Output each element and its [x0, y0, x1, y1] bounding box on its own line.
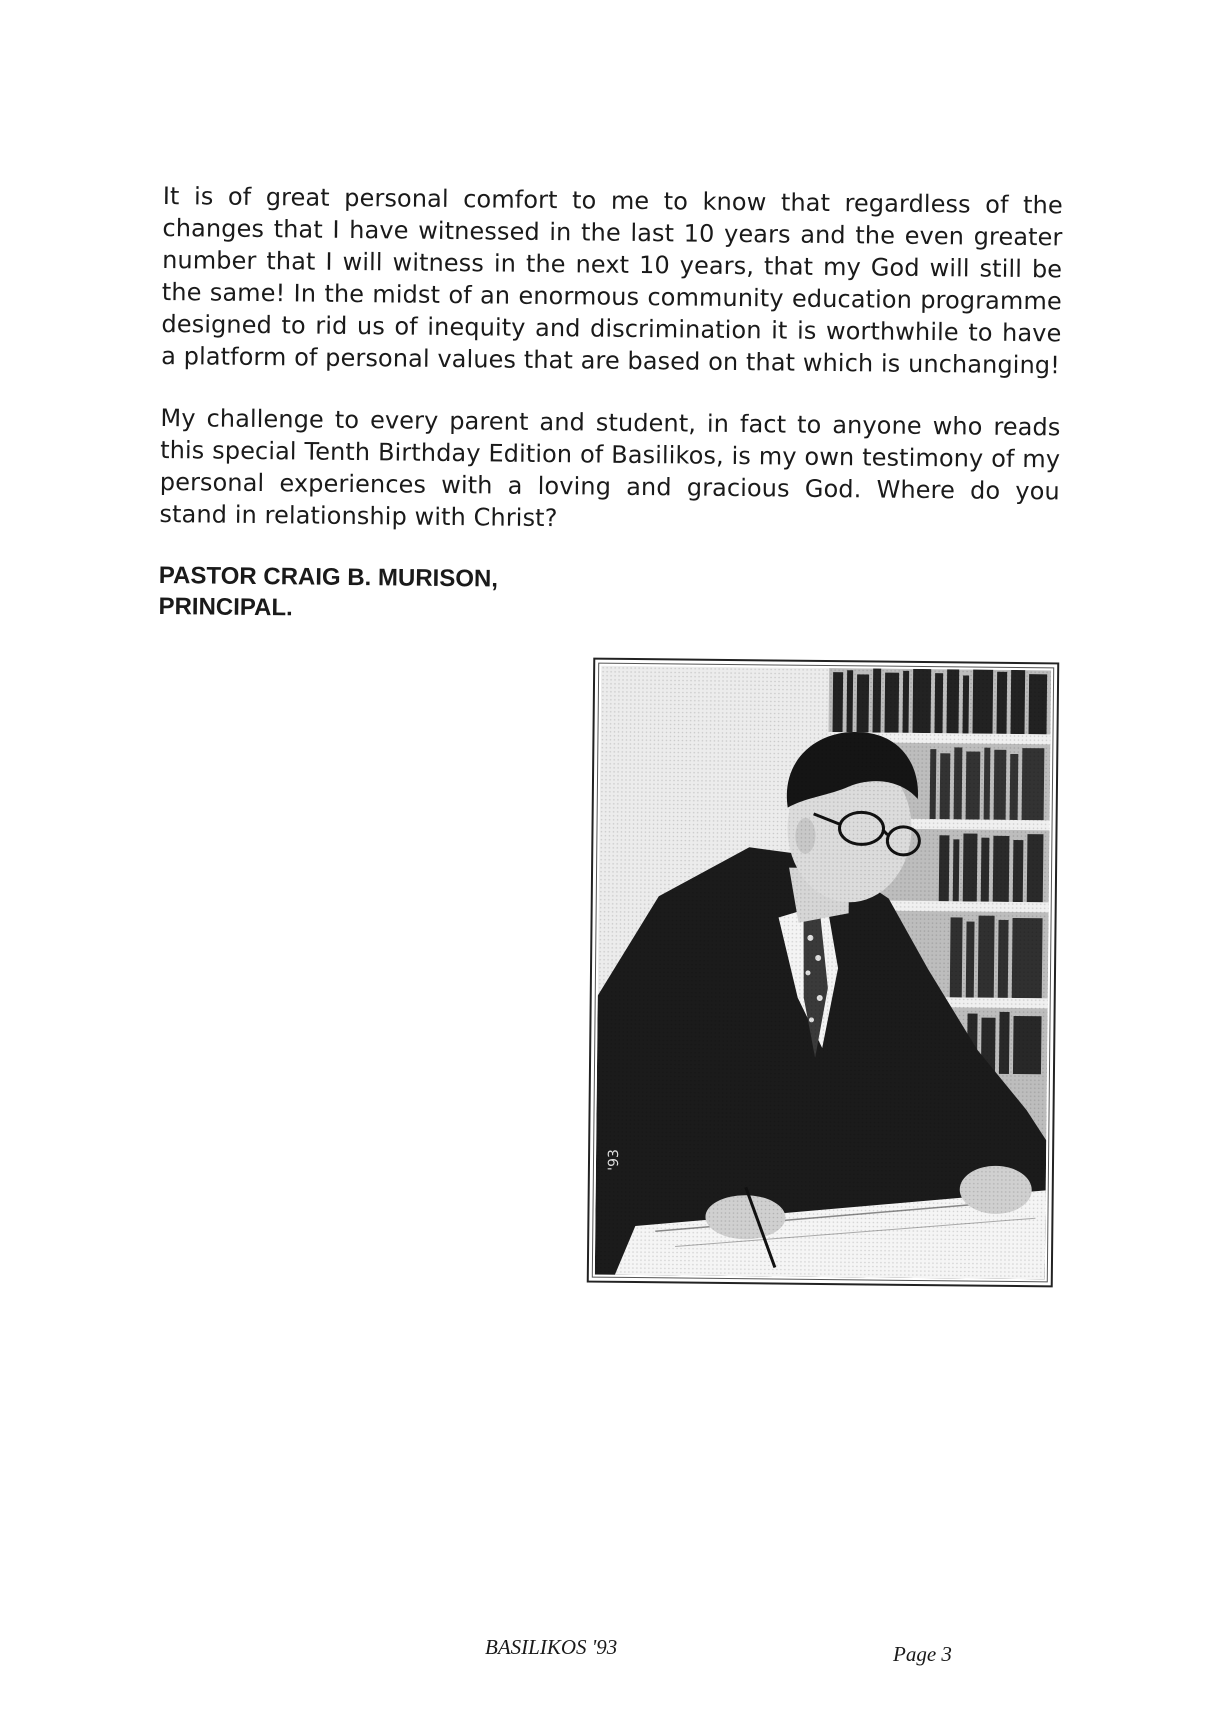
- signature-block: [158, 560, 1059, 631]
- portrait-photo: [595, 666, 1051, 1280]
- letter-content: [158, 180, 1063, 631]
- body-paragraph-1: It is of great personal comfort to me to know that regardless of the changes that I have witnessed in the last 10 years and the even greater number that I will witness in the next 10 years, that my God will still be the same! In the midst of an enormous community education programme designed to rid us of inequity and discrimination it is worthwhile to have a platform of personal values that are based on that which is unchanging!: [161, 181, 1063, 380]
- photo-frame: [587, 658, 1060, 1288]
- signature-name: PASTOR CRAIG B. MURISON,: [158, 561, 499, 593]
- footer-page-number: Page 3: [893, 1642, 952, 1666]
- photo-stamp: '93: [605, 1149, 623, 1171]
- body-paragraph-2: My challenge to every parent and student, in fact to anyone who reads this special Tenth Birthday Edition of Basilikos, is my own testimony of my personal experiences with a loving and gracious God. Where do you stand in relationship with Christ?: [159, 403, 1061, 533]
- signature-title: PRINCIPAL.: [158, 592, 293, 622]
- footer-publication: BASILIKOS '93: [485, 1635, 618, 1659]
